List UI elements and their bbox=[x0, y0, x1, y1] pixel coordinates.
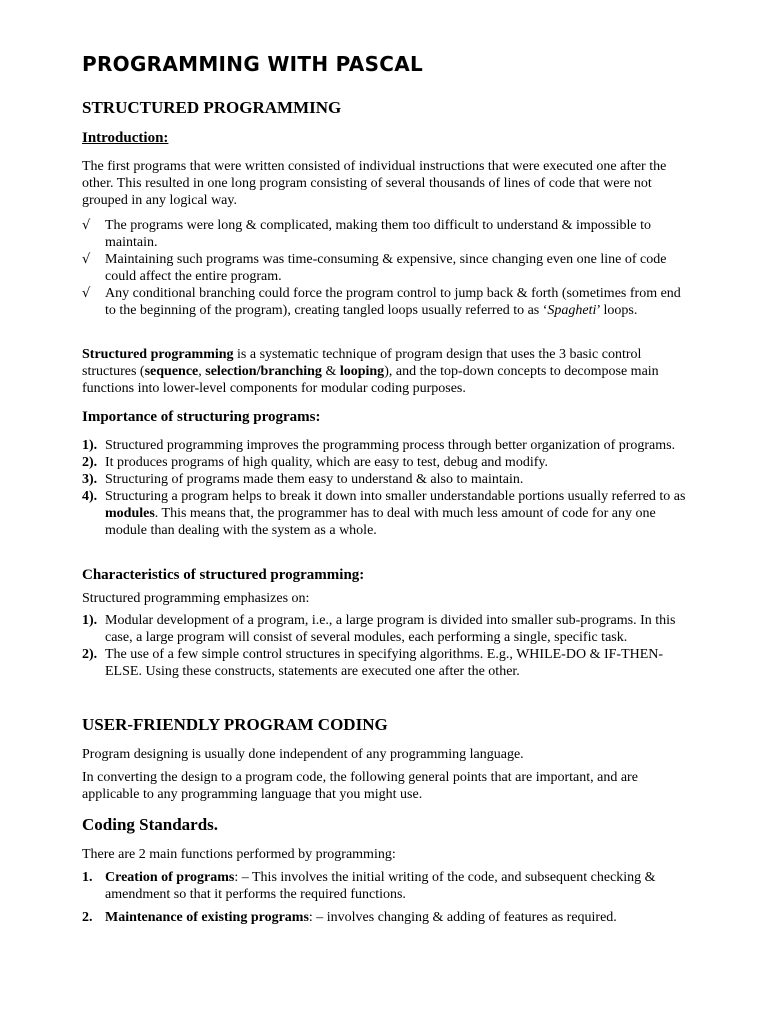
coding-paragraph-2: In converting the design to a program code, the following general points that are important, and are applicable to any programming language that you might use. bbox=[82, 770, 638, 802]
list-number: 2). bbox=[82, 455, 98, 470]
list-item bbox=[82, 454, 688, 471]
list-number: 1). bbox=[82, 613, 98, 628]
function-name: Maintenance of existing programs bbox=[105, 910, 309, 925]
list-number: 2). bbox=[82, 647, 98, 662]
definition-paragraph: Structured programming is a systematic technique of program design that uses the 3 basic control structures (sequence, selection/branching & looping), and the top-down concepts to decompose main functions into lower-level components for modular coding purposes. bbox=[82, 347, 659, 396]
functions-list bbox=[82, 869, 688, 926]
list-item bbox=[82, 251, 688, 285]
introduction-heading: Introduction: bbox=[82, 130, 169, 146]
list-number: 1. bbox=[82, 870, 93, 885]
coding-standards-intro: There are 2 main functions performed by programming: bbox=[82, 847, 396, 862]
check-icon: √ bbox=[82, 286, 91, 301]
list-item-text: Structuring a program helps to break it down into smaller understandable portions usually referred to as modules. This means that, the programmer has to deal with much less amount of code for any one module than dealing with the system as a whole. bbox=[105, 489, 686, 538]
check-icon: √ bbox=[82, 252, 91, 267]
list-item-text: Any conditional branching could force the program control to jump back & forth (sometimes from end to the beginning of the program), creating tangled loops usually referred to as ‘Spagheti’ loops. bbox=[105, 286, 681, 318]
list-number: 2. bbox=[82, 910, 93, 925]
coding-paragraph-1: Program designing is usually done independent of any programming language. bbox=[82, 747, 524, 762]
list-item-text: Maintenance of existing programs: – involves changing & adding of features as required. bbox=[105, 910, 617, 925]
section-heading-structured-programming: STRUCTURED PROGRAMMING bbox=[82, 98, 342, 117]
list-number: 4). bbox=[82, 489, 98, 504]
list-item-text: Structuring of programs made them easy to understand & also to maintain. bbox=[105, 472, 524, 487]
list-item bbox=[82, 646, 688, 680]
introduction-paragraph: The first programs that were written consisted of individual instructions that were executed one after the other. This resulted in one long program consisting of several thousands of lines of code that were not grouped in any logical way. bbox=[82, 159, 667, 208]
importance-heading: Importance of structuring programs: bbox=[82, 409, 321, 425]
list-item-text: The use of a few simple control structures in specifying algorithms. E.g., WHILE-DO & IF-THEN-ELSE. Using these constructs, statements are executed one after the other. bbox=[105, 647, 664, 679]
list-item bbox=[82, 437, 688, 454]
document-title: PROGRAMMING WITH PASCAL bbox=[82, 52, 424, 76]
list-item bbox=[82, 488, 688, 539]
function-name: Creation of programs bbox=[105, 870, 235, 885]
spagheti-term: Spagheti bbox=[547, 303, 597, 318]
list-item-text: Structured programming improves the programming process through better organization of programs. bbox=[105, 438, 676, 453]
problems-list bbox=[82, 217, 688, 319]
list-item bbox=[82, 869, 688, 903]
list-item-text: It produces programs of high quality, which are easy to test, debug and modify. bbox=[105, 455, 548, 470]
coding-standards-heading: Coding Standards. bbox=[82, 815, 219, 834]
list-item bbox=[82, 909, 688, 926]
list-item bbox=[82, 217, 688, 251]
list-item-text: Creation of programs: – This involves the initial writing of the code, and subsequent checking & amendment so that it performs the required functions. bbox=[105, 870, 656, 902]
list-item-text: The programs were long & complicated, making them too difficult to understand & impossible to maintain. bbox=[105, 218, 652, 250]
list-item bbox=[82, 612, 688, 646]
list-item-text: Maintaining such programs was time-consuming & expensive, since changing even one line of code could affect the entire program. bbox=[105, 252, 667, 284]
characteristics-heading: Characteristics of structured programming: bbox=[82, 567, 365, 583]
characteristics-intro: Structured programming emphasizes on: bbox=[82, 591, 310, 606]
list-number: 3). bbox=[82, 472, 98, 487]
characteristics-list bbox=[82, 612, 688, 680]
check-icon: √ bbox=[82, 218, 91, 233]
list-item bbox=[82, 285, 688, 319]
list-item-text: Modular development of a program, i.e., a large program is divided into smaller sub-programs. In this case, a large program will consist of several modules, each performing a single, specific task. bbox=[105, 613, 676, 645]
importance-list bbox=[82, 437, 688, 539]
list-number: 1). bbox=[82, 438, 98, 453]
definition-term: Structured programming bbox=[82, 347, 234, 362]
list-item bbox=[82, 471, 688, 488]
modules-term: modules bbox=[105, 506, 155, 521]
section-heading-user-friendly-coding: USER-FRIENDLY PROGRAM CODING bbox=[82, 715, 388, 734]
